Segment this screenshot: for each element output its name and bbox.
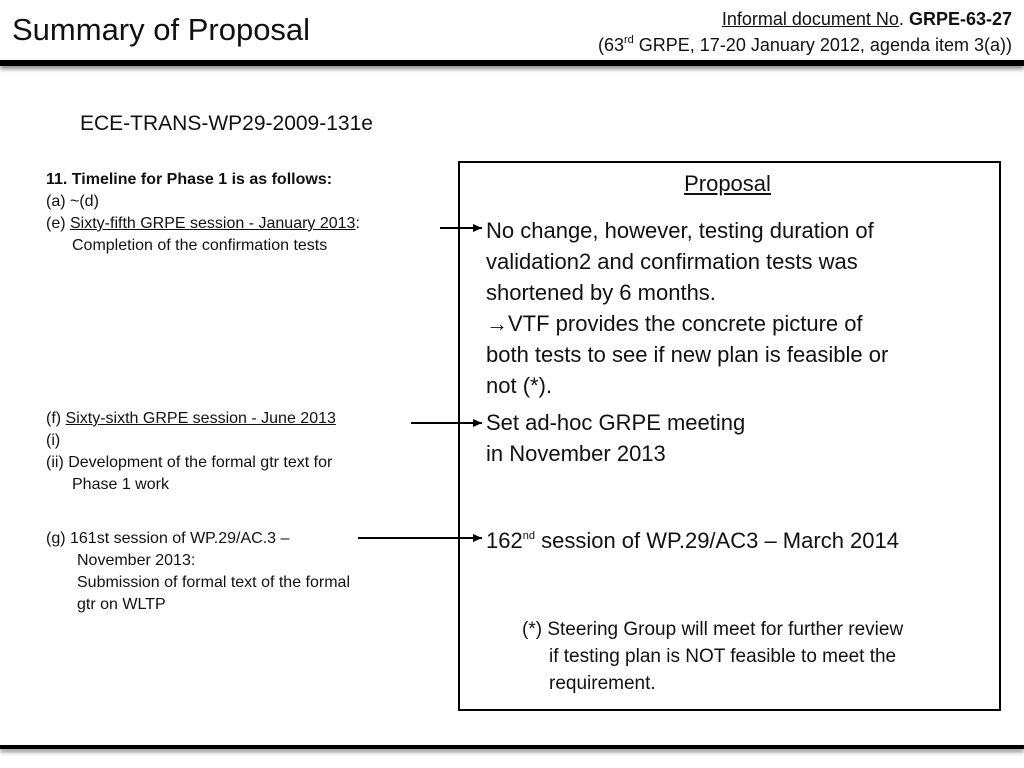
proposal-title: Proposal [684,171,771,196]
proposal-1-line-5: both tests to see if new plan is feasible or [486,342,889,367]
proposal-3-text: session of WP.29/AC3 – March 2014 [534,528,899,553]
session-number: (63 [597,35,624,55]
source-reference: ECE-TRANS-WP29-2009-131e [80,112,373,135]
footnote-line-2: if testing plan is NOT feasible to meet the [549,646,897,667]
document-number: GRPE-63-27 [908,9,1012,29]
timeline-item-f-i: (i) [46,432,61,449]
item-e-description: Completion of the confirmation tests [72,237,328,254]
timeline-item-g-desc-cont: gtr on WLTP [77,596,166,613]
document-label: Informal document No [721,9,899,29]
right-arrow-icon: → [486,311,508,336]
item-f-session: Sixty-sixth GRPE session - June 2013 [65,410,336,427]
proposal-3-ordinal: nd [522,529,535,542]
timeline-heading: 11. Timeline for Phase 1 is as follows: [46,171,333,188]
timeline-item-f-ii-cont: Phase 1 work [72,476,169,493]
document-separator: . [898,9,904,29]
timeline-item-g-desc: Submission of formal text of the formal [77,574,350,591]
page-title: Summary of Proposal [12,12,311,47]
footnote-line-1: (*) Steering Group will meet for further review [522,619,904,640]
proposal-2-line-1: Set ad-hoc GRPE meeting [486,410,746,435]
item-e-suffix: : [355,215,360,232]
timeline-item-f-ii: (ii) Development of the formal gtr text for [46,454,333,471]
timeline-item-g: (g) 161st session of WP.29/AC.3 – [46,530,290,547]
timeline-item-g-date: November 2013: [77,552,196,569]
item-e-session: Sixty-fifth GRPE session - January 2013 [70,215,356,232]
proposal-1-line-4-text: VTF provides the concrete picture of [508,311,863,336]
proposal-1-line-6: not (*). [486,373,553,398]
footer-divider [0,745,1024,749]
item-f-prefix: (f) [46,410,66,427]
proposal-1-line-1: No change, however, testing duration of [486,218,874,243]
item-e-prefix: (e) [46,215,70,232]
timeline-item-a: (a) ~(d) [46,193,99,210]
session-details: GRPE, 17-20 January 2012, agenda item 3(a)) [633,35,1012,55]
session-ordinal: rd [624,34,634,46]
footnote-line-3: requirement. [549,673,656,694]
proposal-3-number: 162 [486,528,523,553]
proposal-1-line-3: shortened by 6 months. [486,280,716,305]
proposal-1-line-2: validation2 and confirmation tests was [486,249,858,274]
proposal-2-line-2: in November 2013 [486,441,666,466]
